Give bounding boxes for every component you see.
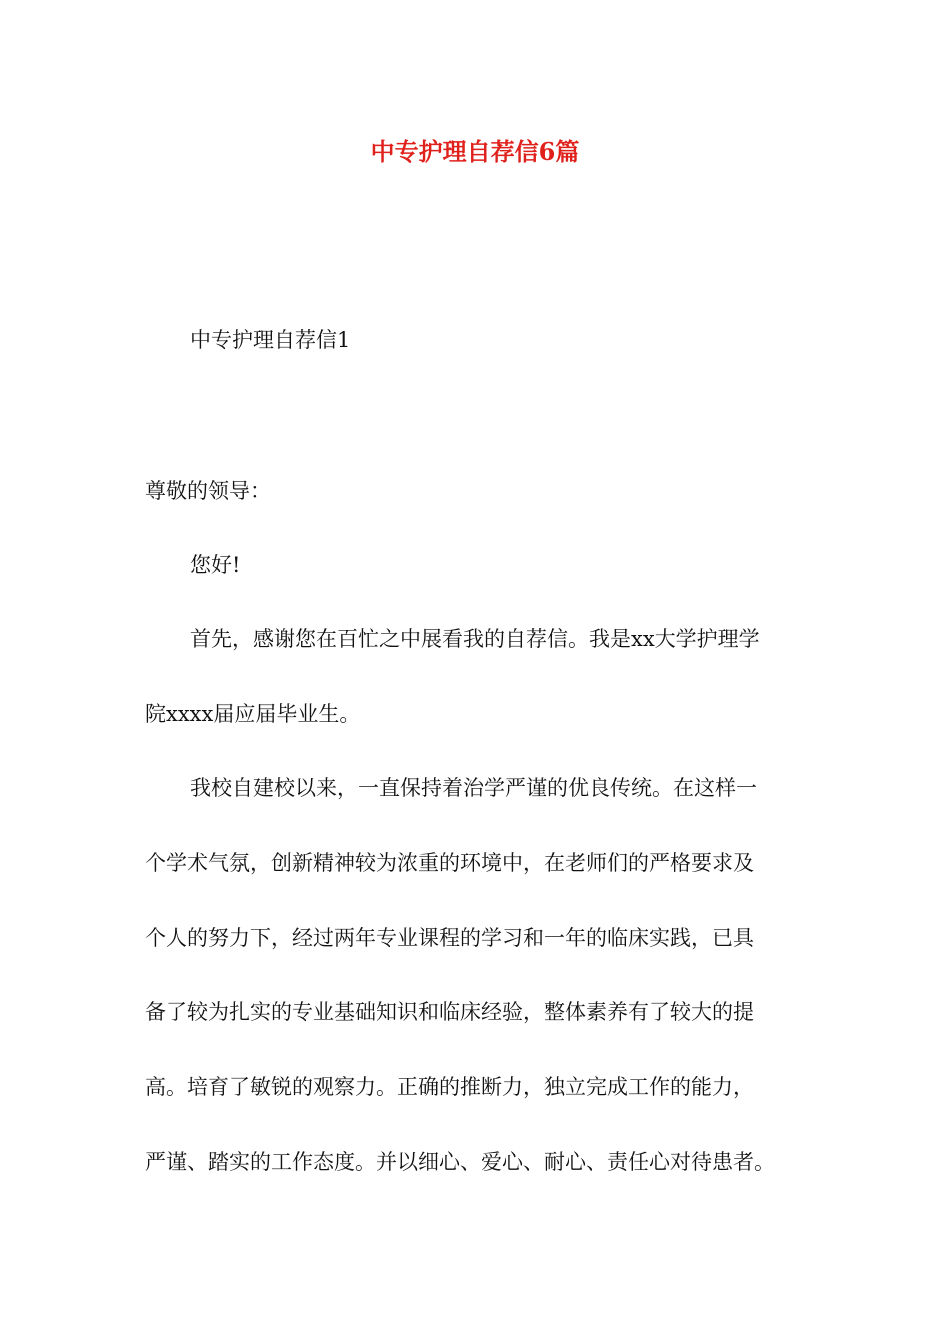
paragraph2-line: 我校自建校以来，一直保持着治学严谨的优良传统。在这样一 — [190, 776, 757, 800]
paragraph2-line: 高。培育了敏锐的观察力。正确的推断力，独立完成工作的能力， — [145, 1075, 754, 1099]
greeting: 您好! — [190, 553, 241, 577]
paragraph2-line: 备了较为扎实的专业基础知识和临床经验，整体素养有了较大的提 — [145, 1000, 754, 1024]
paragraph2-line: 个人的努力下，经过两年专业课程的学习和一年的临床实践，已具 — [145, 926, 754, 950]
section-heading: 中专护理自荐信1 — [190, 328, 351, 352]
salutation: 尊敬的领导： — [145, 479, 271, 503]
paragraph2-line: 严谨、踏实的工作态度。并以细心、爱心、耐心、责任心对待患者。 — [145, 1150, 775, 1174]
paragraph2-line: 个学术气氛，创新精神较为浓重的环境中，在老师们的严格要求及 — [145, 851, 754, 875]
paragraph1-line: 首先，感谢您在百忙之中展看我的自荐信。我是xx大学护理学 — [190, 627, 760, 651]
paragraph1-line: 院xxxx届应届毕业生。 — [145, 702, 361, 726]
document-title: 中专护理自荐信6篇 — [370, 137, 580, 166]
